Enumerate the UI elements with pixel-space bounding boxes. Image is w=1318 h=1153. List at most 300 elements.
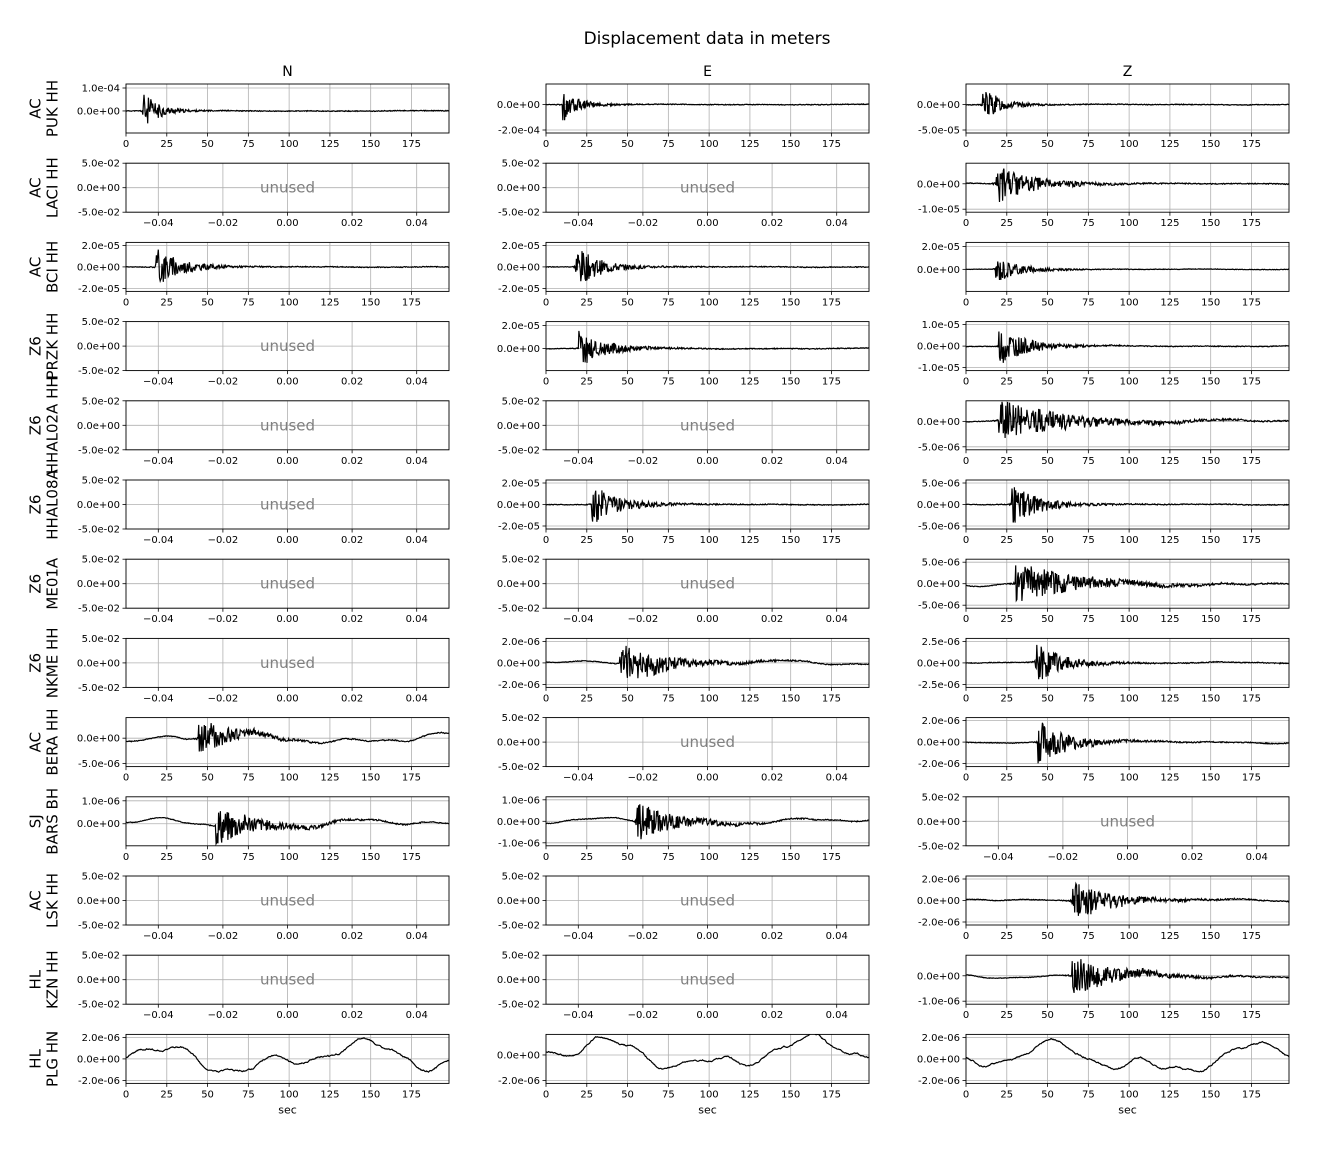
- y-tick-label: -5.0e-02: [78, 445, 120, 457]
- x-tick-label: 0.02: [340, 1010, 364, 1022]
- x-tick-label: 175: [821, 1089, 842, 1101]
- y-tick-label: 1.0e-06: [81, 796, 120, 808]
- subplot: [917, 558, 1289, 626]
- x-tick-label: −0.04: [142, 931, 174, 942]
- x-tick-label: 150: [361, 851, 381, 863]
- row-label-line: ME01A: [43, 557, 62, 610]
- x-tick-label: 50: [621, 535, 634, 546]
- subplot: [917, 955, 1289, 1021]
- y-tick-label: 0.0e+00: [916, 971, 960, 983]
- x-tick-label: −0.04: [982, 851, 1014, 863]
- x-tick-label: 50: [621, 139, 634, 150]
- x-tick-label: 50: [1041, 297, 1054, 309]
- x-tick-label: 0: [962, 931, 970, 942]
- row-label-line: Z6: [26, 573, 45, 594]
- x-tick-label: 0: [542, 1089, 550, 1101]
- x-tick-label: 50: [201, 851, 214, 863]
- y-tick-label: 5.0e-02: [81, 871, 120, 883]
- x-tick-label: 100: [699, 297, 719, 309]
- row-label-line: AC: [26, 731, 45, 753]
- x-tick-label: 100: [1119, 772, 1139, 784]
- x-tick-label: 0.02: [340, 535, 364, 546]
- y-tick-label: 2.0e-05: [501, 321, 540, 333]
- subplot: [77, 1033, 449, 1117]
- x-tick-label: 150: [781, 535, 801, 546]
- y-tick-label: 0.0e+00: [496, 896, 540, 907]
- x-tick-label: −0.04: [562, 455, 594, 467]
- x-tick-label: 75: [1081, 614, 1095, 626]
- x-tick-label: 25: [580, 1089, 594, 1101]
- y-tick-label: 5.0e-02: [501, 713, 540, 725]
- y-tick-label: -2.0e-06: [78, 1075, 120, 1087]
- x-tick-label: 175: [821, 376, 842, 388]
- x-tick-label: 175: [1241, 455, 1262, 467]
- row-label-line: Z6: [26, 415, 45, 436]
- y-tick-label: -5.0e-02: [498, 999, 540, 1011]
- row-label: [27, 788, 62, 855]
- y-tick-label: 0.0e+00: [76, 658, 120, 670]
- row-label: [27, 157, 62, 218]
- subplot: [497, 951, 869, 1022]
- y-tick-label: -5.0e-02: [78, 999, 120, 1011]
- x-tick-label: 125: [1160, 693, 1180, 705]
- x-tick-label: 0.00: [696, 614, 719, 626]
- x-tick-label: 0: [122, 772, 130, 784]
- y-tick-label: 5.0e-02: [81, 950, 120, 962]
- x-tick-label: 0.00: [276, 218, 299, 230]
- y-tick-label: -5.0e-02: [78, 524, 120, 536]
- unused-label: unused: [259, 970, 316, 989]
- column-title-n: N: [282, 64, 293, 80]
- y-tick-label: -5.0e-05: [918, 125, 960, 137]
- x-tick-label: 0.00: [1116, 851, 1139, 863]
- axes-frame: [126, 797, 449, 846]
- x-tick-label: 75: [661, 535, 675, 546]
- x-tick-label: −0.02: [627, 455, 659, 467]
- x-tick-label: 0.02: [760, 218, 784, 230]
- series-line: [966, 169, 1289, 202]
- y-tick-label: 2.0e-06: [921, 716, 960, 728]
- subplot: [77, 718, 449, 784]
- y-tick-label: 0.0e+00: [916, 500, 960, 511]
- y-tick-label: 0.0e+00: [496, 262, 540, 274]
- y-tick-label: 0.0e+00: [496, 816, 540, 828]
- x-tick-label: 25: [580, 851, 594, 863]
- y-tick-label: 5.0e-02: [501, 871, 540, 883]
- y-tick-label: -5.0e-02: [78, 366, 120, 378]
- unused-label: unused: [1099, 812, 1156, 831]
- y-tick-label: 1.0e-04: [81, 83, 120, 95]
- x-tick-label: 0.02: [340, 931, 364, 942]
- subplot: [497, 159, 869, 230]
- y-tick-label: 2.5e-06: [921, 636, 960, 648]
- series-line: [546, 490, 869, 521]
- x-tick-label: 150: [1201, 535, 1221, 546]
- x-tick-label: 75: [1081, 297, 1095, 309]
- x-tick-label: 25: [160, 772, 174, 784]
- x-tick-label: 150: [781, 376, 801, 388]
- x-tick-label: 0.00: [696, 455, 719, 467]
- subplot: [917, 320, 1289, 388]
- row-label-line: AC: [26, 890, 45, 911]
- x-tick-label: −0.02: [207, 931, 239, 942]
- x-tick-label: 25: [1000, 1010, 1014, 1022]
- x-tick-label: −0.02: [207, 376, 239, 388]
- x-tick-label: 0.00: [696, 1010, 719, 1022]
- row-label-line: HL: [26, 1049, 45, 1069]
- subplot: [497, 321, 869, 388]
- x-tick-label: 125: [1160, 297, 1180, 309]
- x-tick-label: 0.04: [405, 455, 428, 467]
- series-line: [126, 1038, 449, 1072]
- subplot: [77, 159, 449, 230]
- x-tick-label: 150: [1201, 772, 1221, 784]
- x-tick-label: 0: [962, 1010, 970, 1022]
- x-tick-label: 75: [1081, 218, 1095, 230]
- x-tick-label: 175: [1241, 535, 1262, 546]
- x-tick-label: 50: [621, 376, 634, 388]
- y-tick-label: -2.0e-06: [498, 1075, 540, 1087]
- x-tick-label: −0.02: [207, 535, 239, 546]
- x-tick-label: 50: [1041, 535, 1054, 546]
- x-tick-label: 25: [580, 139, 594, 150]
- row-label-line: Z6: [26, 652, 45, 673]
- x-tick-label: 175: [1241, 297, 1262, 309]
- x-tick-label: 25: [160, 139, 174, 150]
- x-tick-label: 0.04: [1245, 851, 1268, 863]
- subplot: [497, 713, 869, 784]
- x-tick-label: 0: [962, 614, 970, 626]
- unused-label: unused: [679, 891, 736, 910]
- y-tick-label: 0.0e+00: [916, 264, 960, 276]
- x-tick-label: 100: [1119, 1010, 1139, 1022]
- subplot: [497, 1033, 869, 1116]
- subplot: [77, 951, 449, 1022]
- row-label: [27, 241, 62, 293]
- x-tick-label: 150: [781, 693, 801, 705]
- y-tick-label: -2.0e-06: [498, 679, 540, 691]
- x-tick-label: −0.02: [627, 1010, 659, 1022]
- x-tick-label: 175: [821, 693, 842, 705]
- row-label-line: PLG HN: [43, 1030, 62, 1088]
- y-tick-label: 0.0e+00: [916, 658, 960, 670]
- y-tick-label: 0.0e+00: [916, 179, 960, 191]
- x-tick-label: 25: [1000, 139, 1014, 150]
- y-tick-label: -5.0e-02: [78, 920, 120, 932]
- x-tick-label: 0.00: [696, 931, 719, 942]
- subplot: [917, 716, 1289, 784]
- row-label-line: KZN HH: [43, 950, 62, 1010]
- x-tick-label: 150: [1201, 931, 1221, 942]
- x-tick-label: 100: [1119, 376, 1139, 388]
- subplot: [77, 872, 449, 943]
- x-tick-label: 50: [201, 772, 214, 784]
- x-tick-label: 0.04: [405, 614, 428, 626]
- x-tick-label: 125: [740, 376, 760, 388]
- x-tick-label: 75: [241, 139, 255, 150]
- x-tick-label: 100: [279, 772, 299, 784]
- y-tick-label: -5.0e-02: [498, 207, 540, 219]
- axes-frame: [966, 84, 1289, 133]
- x-tick-label: −0.02: [207, 614, 239, 626]
- y-tick-label: -2.0e-05: [498, 283, 540, 295]
- y-tick-label: 0.0e+00: [496, 975, 540, 987]
- subplot: [77, 476, 449, 547]
- y-tick-label: -1.0e-05: [918, 204, 960, 216]
- x-tick-label: 50: [1041, 931, 1054, 942]
- row-label-line: PUK HH: [43, 79, 62, 138]
- y-tick-label: -5.0e-06: [918, 600, 960, 612]
- series-line: [966, 1039, 1289, 1072]
- y-tick-label: 1.0e-06: [501, 795, 540, 807]
- subplot: [497, 396, 869, 467]
- x-tick-label: −0.04: [562, 1010, 594, 1022]
- y-tick-label: 0.0e+00: [76, 975, 120, 987]
- y-tick-label: 0.0e+00: [76, 896, 120, 907]
- x-tick-label: 75: [1081, 931, 1095, 942]
- row-label: [27, 469, 62, 540]
- x-tick-label: 75: [1081, 772, 1095, 784]
- x-tick-label: −0.02: [207, 218, 239, 230]
- row-label-line: HL: [26, 969, 45, 990]
- x-tick-label: 175: [1241, 218, 1262, 230]
- x-tick-label: 75: [241, 772, 255, 784]
- x-tick-label: 25: [1000, 535, 1014, 546]
- x-tick-label: 25: [1000, 1089, 1014, 1101]
- x-tick-label: −0.02: [627, 614, 659, 626]
- x-tick-label: 0: [962, 535, 970, 546]
- row-label-line: BCI HH: [43, 240, 62, 294]
- axes-frame: [966, 955, 1289, 1004]
- x-tick-label: 100: [699, 535, 719, 546]
- axes-frame: [966, 163, 1289, 212]
- x-tick-label: 25: [1000, 455, 1014, 467]
- row-label: [27, 709, 62, 776]
- x-tick-label: 100: [1119, 535, 1139, 546]
- y-tick-label: 0.0e+00: [916, 100, 960, 112]
- x-tick-label: 0.02: [760, 614, 784, 626]
- y-tick-label: 5.0e-02: [501, 158, 540, 170]
- y-tick-label: 0.0e+00: [496, 183, 540, 195]
- y-tick-label: 0.0e+00: [76, 1054, 120, 1066]
- x-tick-label: 0.04: [825, 614, 848, 626]
- x-tick-label: −0.04: [142, 614, 174, 626]
- x-tick-label: −0.04: [562, 614, 594, 626]
- x-tick-label: 125: [1160, 931, 1180, 942]
- x-axis-label: sec: [1118, 1103, 1137, 1117]
- x-tick-label: −0.02: [627, 772, 659, 784]
- x-tick-label: 0.04: [825, 1010, 848, 1022]
- series-line: [966, 332, 1289, 363]
- x-tick-label: 0: [962, 693, 970, 705]
- subplot: [77, 84, 449, 151]
- unused-label: unused: [679, 416, 736, 435]
- x-tick-label: 175: [401, 851, 422, 863]
- x-tick-label: 25: [1000, 297, 1014, 309]
- y-tick-label: -2.0e-06: [918, 759, 960, 771]
- subplot: [77, 555, 449, 626]
- row-label-line: AC: [26, 98, 45, 119]
- x-tick-label: −0.02: [207, 693, 239, 705]
- x-tick-label: 75: [1081, 139, 1095, 150]
- x-axis-label: sec: [278, 1103, 297, 1117]
- x-tick-label: 150: [361, 297, 381, 309]
- subplot: [497, 795, 869, 863]
- x-tick-label: 0.02: [340, 614, 364, 626]
- y-tick-label: 2.0e-06: [921, 1032, 960, 1044]
- subplot: [917, 163, 1289, 229]
- axes-frame: [126, 84, 449, 133]
- x-tick-label: 125: [1160, 1089, 1180, 1101]
- y-tick-label: 0.0e+00: [496, 100, 540, 112]
- x-tick-label: 150: [361, 1089, 381, 1101]
- y-tick-label: -2.5e-06: [918, 679, 960, 691]
- row-label-line: LSK HH: [43, 872, 62, 929]
- x-tick-label: 25: [580, 297, 594, 309]
- x-tick-label: 50: [201, 1089, 214, 1101]
- x-tick-label: 0.02: [340, 693, 364, 705]
- x-tick-label: 0: [962, 297, 970, 309]
- x-tick-label: 0.04: [825, 931, 848, 942]
- x-tick-label: 0.02: [340, 218, 364, 230]
- x-tick-label: 75: [1081, 376, 1095, 388]
- series-line: [966, 884, 1289, 916]
- series-line: [546, 94, 869, 120]
- axes-frame: [126, 718, 449, 767]
- y-tick-label: -5.0e-02: [498, 762, 540, 774]
- y-tick-label: 0.0e+00: [76, 579, 120, 591]
- x-tick-label: 0.00: [276, 1010, 299, 1022]
- x-tick-label: 100: [279, 139, 299, 150]
- x-tick-label: 0: [962, 455, 970, 467]
- x-tick-label: 0: [122, 297, 130, 309]
- x-tick-label: 125: [740, 535, 760, 546]
- y-tick-label: -5.0e-06: [918, 442, 960, 454]
- x-tick-label: 150: [781, 297, 801, 309]
- x-tick-label: 125: [320, 772, 340, 784]
- x-tick-label: 100: [1119, 297, 1139, 309]
- series-line: [126, 811, 449, 844]
- x-tick-label: 0: [962, 139, 970, 150]
- row-label-line: PRZK HH: [43, 312, 62, 380]
- row-label-line: AC: [26, 177, 45, 198]
- y-tick-label: -5.0e-02: [498, 445, 540, 457]
- y-tick-label: 5.0e-06: [921, 478, 960, 490]
- x-tick-label: 100: [1119, 455, 1139, 467]
- subplot: [77, 241, 449, 309]
- row-label: [27, 80, 62, 137]
- x-tick-label: 0: [962, 1089, 970, 1101]
- x-tick-label: 125: [320, 1089, 340, 1101]
- x-tick-label: 150: [1201, 455, 1221, 467]
- x-tick-label: 50: [1041, 693, 1054, 705]
- x-tick-label: 125: [320, 297, 340, 309]
- x-tick-label: 0.00: [276, 455, 299, 467]
- y-tick-label: -2.0e-05: [78, 283, 120, 295]
- y-tick-label: -5.0e-02: [78, 603, 120, 615]
- x-tick-label: 0.00: [276, 693, 299, 705]
- row-label: [27, 313, 62, 380]
- y-tick-label: 0.0e+00: [916, 341, 960, 353]
- x-tick-label: 25: [580, 693, 594, 705]
- unused-label: unused: [259, 416, 316, 435]
- y-tick-label: -1.0e-05: [918, 363, 960, 375]
- y-tick-label: 5.0e-02: [81, 317, 120, 329]
- x-tick-label: 100: [279, 851, 299, 863]
- x-tick-label: 100: [1119, 614, 1139, 626]
- y-tick-label: 0.0e+00: [916, 416, 960, 428]
- x-tick-label: 50: [1041, 1010, 1054, 1022]
- x-tick-label: 125: [1160, 455, 1180, 467]
- x-tick-label: −0.02: [627, 218, 659, 230]
- x-tick-label: 25: [1000, 693, 1014, 705]
- y-tick-label: -5.0e-02: [918, 841, 960, 853]
- row-label-line: NKME HH: [43, 627, 62, 699]
- row-label-line: Z6: [26, 336, 45, 357]
- x-tick-label: 100: [1119, 218, 1139, 230]
- x-tick-label: 25: [580, 376, 594, 388]
- subplot: [917, 875, 1289, 943]
- x-tick-label: 75: [1081, 1010, 1095, 1022]
- y-tick-label: 5.0e-02: [81, 554, 120, 566]
- x-tick-label: 100: [699, 376, 719, 388]
- subplot: [917, 1033, 1289, 1117]
- row-label-line: BARS BH: [43, 787, 62, 855]
- y-tick-label: 5.0e-02: [501, 554, 540, 566]
- x-tick-label: 75: [241, 1089, 255, 1101]
- y-tick-label: -5.0e-02: [498, 603, 540, 615]
- unused-label: unused: [259, 337, 316, 356]
- subplot: [497, 872, 869, 943]
- x-tick-label: −0.02: [627, 931, 659, 942]
- y-tick-label: 5.0e-02: [501, 396, 540, 408]
- x-tick-label: 125: [740, 851, 760, 863]
- subplot: [917, 84, 1289, 150]
- unused-label: unused: [679, 733, 736, 752]
- y-tick-label: 0.0e+00: [76, 183, 120, 195]
- row-label: [27, 1031, 62, 1087]
- x-tick-label: 0.02: [760, 1010, 784, 1022]
- y-tick-label: 2.0e-06: [501, 636, 540, 648]
- x-tick-label: 150: [781, 139, 801, 150]
- x-tick-label: 0.04: [405, 693, 428, 705]
- x-tick-label: 25: [160, 1089, 174, 1101]
- x-tick-label: 125: [740, 297, 760, 309]
- x-tick-label: 125: [1160, 772, 1180, 784]
- x-tick-label: 175: [1241, 1089, 1262, 1101]
- x-tick-label: 175: [1241, 614, 1262, 626]
- x-tick-label: −0.04: [142, 535, 174, 546]
- x-tick-label: 0.04: [825, 455, 848, 467]
- x-tick-label: 0.02: [1180, 851, 1204, 863]
- x-tick-label: 0.00: [276, 376, 299, 388]
- x-tick-label: 50: [1041, 772, 1054, 784]
- x-tick-label: 125: [1160, 614, 1180, 626]
- x-tick-label: 0.04: [405, 1010, 428, 1022]
- x-tick-label: −0.04: [142, 376, 174, 388]
- x-tick-label: 0: [122, 1089, 130, 1101]
- subplot: [917, 637, 1289, 705]
- x-tick-label: −0.04: [562, 931, 594, 942]
- x-tick-label: 25: [1000, 614, 1014, 626]
- y-tick-label: -5.0e-02: [78, 682, 120, 694]
- subplot: [917, 401, 1289, 467]
- x-tick-label: 50: [201, 297, 214, 309]
- row-label-line: HHAL08A: [43, 469, 62, 540]
- x-tick-label: 0.04: [405, 535, 428, 546]
- x-tick-label: 0: [962, 376, 970, 388]
- y-tick-label: -2.0e-06: [918, 917, 960, 929]
